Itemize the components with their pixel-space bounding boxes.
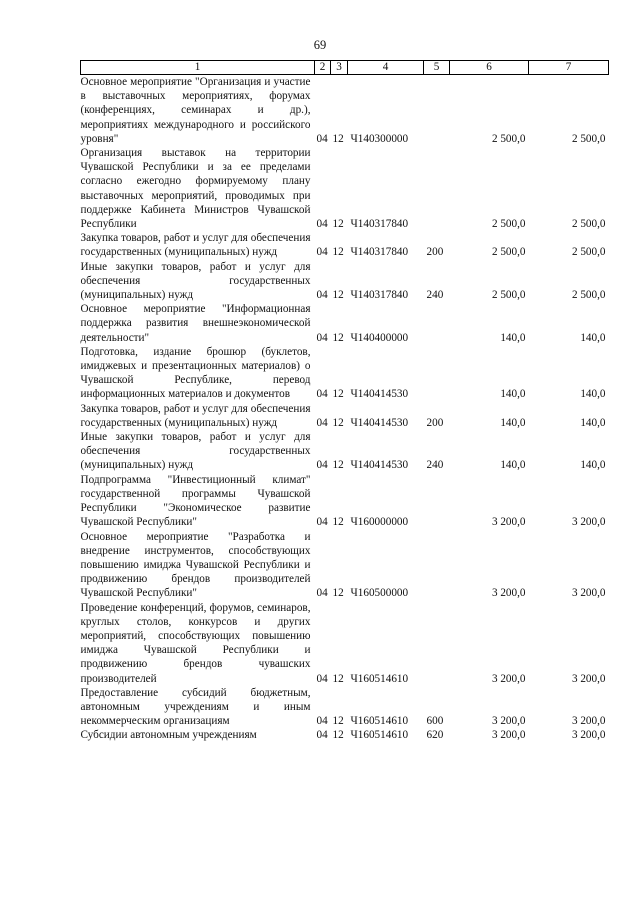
- header-col-3: 3: [331, 61, 348, 75]
- row-section: 04: [316, 289, 328, 302]
- table-row: [81, 75, 609, 147]
- row-amount-year-2: 3 200,0: [571, 672, 606, 685]
- row-subsection: 12: [332, 715, 344, 728]
- row-amount-year-1: 3 200,0: [491, 672, 526, 685]
- row-section: 04: [316, 729, 328, 742]
- row-expense-type: [424, 601, 450, 686]
- row-amount-year-1: 3 200,0: [491, 729, 526, 742]
- row-section: 04: [316, 388, 328, 401]
- row-subsection: 12: [332, 388, 344, 401]
- row-section: 04: [316, 246, 328, 259]
- row-subsection: 12: [332, 516, 344, 529]
- table-row: [81, 260, 609, 303]
- budget-table: [80, 60, 609, 743]
- row-target-code: Ч160514610: [350, 729, 409, 742]
- row-section: 04: [316, 587, 328, 600]
- table-row: [81, 402, 609, 430]
- table-row: [81, 146, 609, 231]
- row-name: Проведение конференций, форумов, семинаров, круглых столов, конкурсов и других мероприятий, способствующих повышению имиджа Чувашской Республики и продвижению брендов чувашских производителей: [80, 601, 311, 685]
- table-row: [81, 473, 609, 530]
- row-amount-year-1: 2 500,0: [491, 289, 526, 302]
- row-amount-year-1: 2 500,0: [491, 246, 526, 259]
- row-section: 04: [316, 516, 328, 529]
- row-subsection: 12: [332, 459, 344, 472]
- row-target-code: Ч160514610: [350, 672, 409, 685]
- row-target-code: Ч140300000: [350, 132, 409, 145]
- row-name: Иные закупки товаров, работ и услуг для обеспечения государственных (муниципальных) нужд: [80, 260, 311, 302]
- row-amount-year-1: 2 500,0: [491, 218, 526, 231]
- row-target-code: Ч160514610: [350, 715, 409, 728]
- row-target-code: Ч140317840: [350, 246, 409, 259]
- row-amount-year-2: 2 500,0: [571, 246, 606, 259]
- row-name: Основное мероприятие "Информационная поддержка развития внешнеэкономической деятельности": [80, 303, 311, 344]
- row-amount-year-1: 3 200,0: [491, 715, 526, 728]
- row-expense-type: 600: [426, 715, 444, 728]
- row-expense-type: [424, 75, 450, 147]
- row-section: 04: [316, 416, 328, 429]
- row-target-code: Ч160500000: [350, 587, 409, 600]
- table-row: [81, 302, 609, 345]
- row-amount-year-2: 3 200,0: [571, 516, 606, 529]
- row-section: 04: [316, 715, 328, 728]
- row-section: 04: [316, 459, 328, 472]
- row-name: Закупка товаров, работ и услуг для обеспечения государственных (муниципальных) нужд: [80, 402, 311, 429]
- row-target-code: Ч140317840: [350, 289, 409, 302]
- row-expense-type: [424, 473, 450, 530]
- row-subsection: 12: [332, 416, 344, 429]
- table-row: [81, 231, 609, 259]
- table-header-row: [81, 61, 609, 75]
- row-amount-year-1: 140,0: [500, 388, 526, 401]
- row-subsection: 12: [332, 289, 344, 302]
- row-name: Организация выставок на территории Чувашской Республики и за ее пределами согласно ежегодно формируемому плану выставочных мероприятий, проводимых при поддержке Кабинета Министров Чувашской Республики: [80, 147, 311, 231]
- row-subsection: 12: [332, 331, 344, 344]
- row-name: Субсидии автономным учреждениям: [80, 729, 257, 742]
- row-amount-year-1: 2 500,0: [491, 132, 526, 145]
- row-target-code: Ч140317840: [350, 218, 409, 231]
- row-amount-year-1: 140,0: [500, 459, 526, 472]
- row-expense-type: [424, 146, 450, 231]
- row-amount-year-2: 2 500,0: [571, 289, 606, 302]
- row-amount-year-2: 140,0: [580, 331, 606, 344]
- table-row: [81, 686, 609, 729]
- row-amount-year-2: 140,0: [580, 388, 606, 401]
- row-target-code: Ч140414530: [350, 388, 409, 401]
- row-section: 04: [316, 331, 328, 344]
- row-subsection: 12: [332, 218, 344, 231]
- row-expense-type: [424, 345, 450, 402]
- row-subsection: 12: [332, 246, 344, 259]
- row-target-code: Ч140414530: [350, 459, 409, 472]
- row-section: 04: [316, 132, 328, 145]
- page-number: 69: [313, 38, 327, 52]
- row-amount-year-1: 140,0: [500, 416, 526, 429]
- table-row: [81, 430, 609, 473]
- row-section: 04: [316, 218, 328, 231]
- row-amount-year-2: 2 500,0: [571, 132, 606, 145]
- row-amount-year-1: 140,0: [500, 331, 526, 344]
- row-name: Подпрограмма "Инвестиционный климат" государственной программы Чувашской Республики "Экономическое развитие Чувашской Республики": [80, 473, 311, 529]
- row-amount-year-2: 140,0: [580, 459, 606, 472]
- row-subsection: 12: [332, 729, 344, 742]
- row-amount-year-2: 2 500,0: [571, 218, 606, 231]
- row-expense-type: 200: [426, 416, 444, 429]
- row-name: Основное мероприятие "Организация и участие в выставочных мероприятиях, форумах (конференциях, семинарах и др.), мероприятиях международного и российского уровня": [80, 76, 311, 145]
- row-amount-year-2: 3 200,0: [571, 729, 606, 742]
- row-subsection: 12: [332, 672, 344, 685]
- row-name: Иные закупки товаров, работ и услуг для обеспечения государственных (муниципальных) нужд: [80, 431, 311, 472]
- row-expense-type: 200: [426, 246, 444, 259]
- row-expense-type: 240: [426, 459, 444, 472]
- row-subsection: 12: [332, 587, 344, 600]
- row-expense-type: 240: [426, 289, 444, 302]
- table-row: [81, 530, 609, 601]
- row-amount-year-1: 3 200,0: [491, 516, 526, 529]
- row-amount-year-1: 3 200,0: [491, 587, 526, 600]
- row-name: Предоставление субсидий бюджетным, автономным учреждениям и иным некоммерческим организациям: [80, 686, 311, 728]
- row-amount-year-2: 140,0: [580, 416, 606, 429]
- row-expense-type: [424, 302, 450, 345]
- row-amount-year-2: 3 200,0: [571, 587, 606, 600]
- row-name: Закупка товаров, работ и услуг для обеспечения государственных (муниципальных) нужд: [80, 232, 311, 259]
- header-col-6: 6: [450, 61, 529, 75]
- header-col-2: 2: [315, 61, 331, 75]
- row-name: Основное мероприятие "Разработка и внедрение инструментов, способствующих повышению имиджа Чувашской Республики и продвижению брендов производителей Чувашской Республики": [80, 530, 311, 600]
- header-col-5: 5: [424, 61, 450, 75]
- row-target-code: Ч160000000: [350, 516, 409, 529]
- row-section: 04: [316, 672, 328, 685]
- row-name: Подготовка, издание брошюр (буклетов, имиджевых и презентационных материалов) о Чувашской Республике, перевод информационных материалов и документов: [80, 345, 311, 401]
- table-row: [81, 601, 609, 686]
- row-amount-year-2: 3 200,0: [571, 715, 606, 728]
- row-target-code: Ч140400000: [350, 331, 409, 344]
- row-expense-type: 620: [426, 729, 444, 742]
- header-col-7: 7: [529, 61, 609, 75]
- row-expense-type: [424, 530, 450, 601]
- header-col-1: 1: [81, 61, 315, 75]
- table-body: [81, 75, 609, 743]
- table-row: [81, 345, 609, 402]
- header-col-4: 4: [348, 61, 424, 75]
- row-target-code: Ч140414530: [350, 416, 409, 429]
- row-subsection: 12: [332, 132, 344, 145]
- table-row: [81, 728, 609, 742]
